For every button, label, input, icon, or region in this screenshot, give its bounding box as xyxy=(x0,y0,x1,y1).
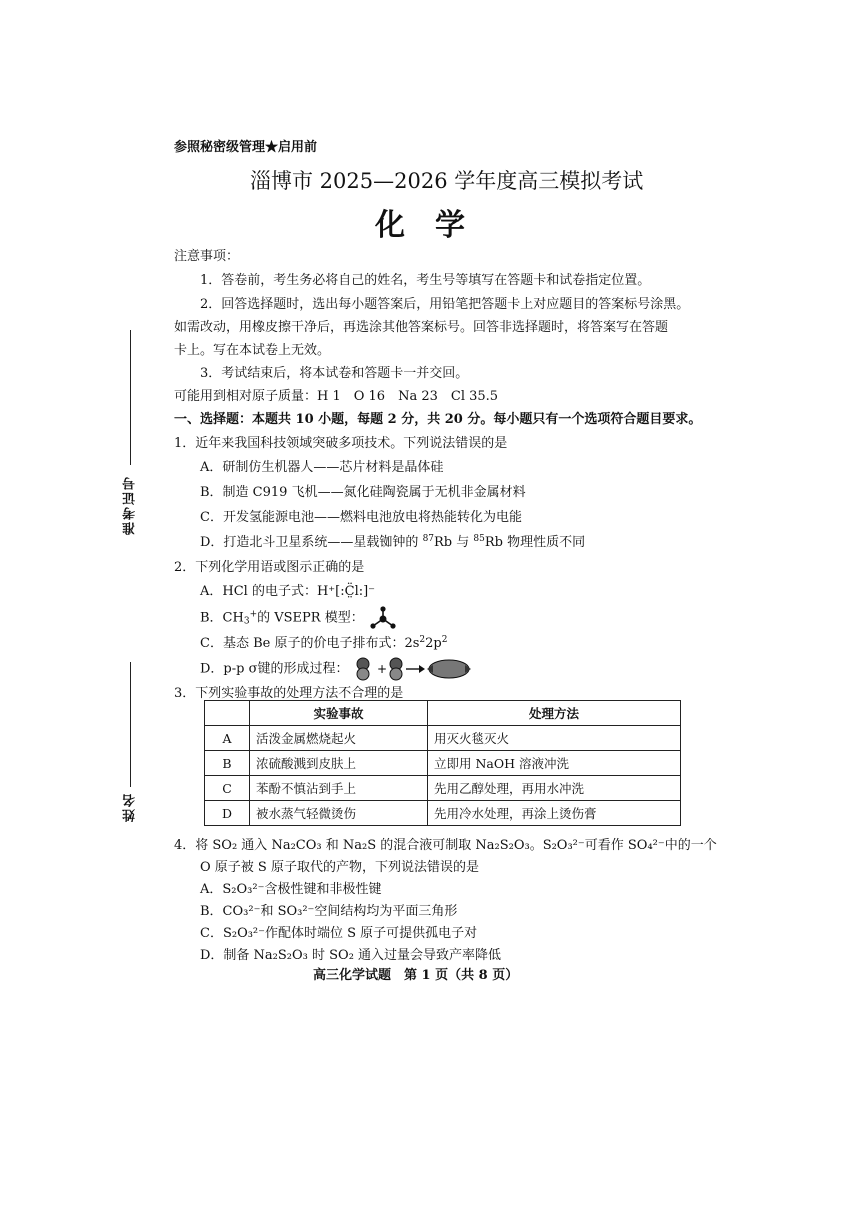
q1-option-c: C．开发氢能源电池——燃料电池放电将热能转化为电能 xyxy=(200,510,522,525)
q1-stem: 1．近年来我国科技领域突破多项技术。下列说法错误的是 xyxy=(174,436,508,451)
svg-text:+: + xyxy=(376,662,387,676)
exam-title: 淄博市 2025—2026 学年度高三模拟考试 xyxy=(250,169,644,193)
vsepr-model-icon xyxy=(368,606,398,630)
table-cell: 立即用 NaOH 溶液冲洗 xyxy=(428,751,681,776)
q2-stem: 2．下列化学用语或图示正确的是 xyxy=(174,560,365,575)
name-label: 姓名 xyxy=(123,792,138,822)
table-header-cell: 处理方法 xyxy=(428,701,681,726)
q2-option-d: D．p-p σ键的形成过程： + xyxy=(200,657,493,681)
table-row xyxy=(205,801,681,826)
table-header-row xyxy=(205,701,681,726)
exam-id-line xyxy=(130,330,131,465)
table-header-cell xyxy=(205,701,250,726)
table-cell: A xyxy=(205,726,250,751)
table-cell: 先用冷水处理，再涂上烫伤膏 xyxy=(428,801,681,826)
table-cell: 先用乙醇处理，再用水冲洗 xyxy=(428,776,681,801)
q2-option-c: C．基态 Be 原子的价电子排布式：$2s^22p^2$ xyxy=(200,635,448,651)
page-footer: 高三化学试题 第 1 页（共 8 页） xyxy=(313,968,519,983)
q4-option-d: D．制备 Na₂S₂O₃ 时 SO₂ 通入过量会导致产率降低 xyxy=(200,948,502,963)
note-2-cont: 如需改动，用橡皮擦干净后，再选涂其他答案标号。回答非选择题时，将答案写在答题 xyxy=(174,320,669,335)
table-cell: D xyxy=(205,801,250,826)
atomic-masses: 可能用到相对原子质量：H 1 O 16 Na 23 Cl 35.5 xyxy=(174,389,499,404)
q4-stem: 4．将 SO₂ 通入 Na₂CO₃ 和 Na₂S 的混合液可制取 Na₂S₂O₃。S₂O₃²⁻可看作 SO₄²⁻中的一个 xyxy=(174,838,717,853)
q4-option-a: A．S₂O₃²⁻含极性键和非极性键 xyxy=(200,882,382,897)
table-cell: 浓硫酸溅到皮肤上 xyxy=(250,751,428,776)
q4-option-c: C．S₂O₃²⁻作配体时端位 S 原子可提供孤电子对 xyxy=(200,926,478,941)
sigma-bond-formation-icon xyxy=(353,657,493,681)
q1-option-a: A．研制仿生机器人——芯片材料是晶体硅 xyxy=(200,460,444,475)
table-cell: 被水蒸气轻微烫伤 xyxy=(250,801,428,826)
q4-stem-cont: O 原子被 S 原子取代的产物，下列说法错误的是 xyxy=(200,860,479,875)
accident-table xyxy=(204,700,681,826)
note-1: 1．答卷前，考生务必将自己的姓名，考生号等填写在答题卡和试卷指定位置。 xyxy=(200,273,651,288)
q1-option-d: D．打造北斗卫星系统——星载铷钟的 $^{87}$Rb 与 $^{85}$Rb 物理性质不同 xyxy=(200,534,586,550)
q3-stem: 3．下列实验事故的处理方法不合理的是 xyxy=(174,686,404,701)
table-row xyxy=(205,751,681,776)
table-header-cell: 实验事故 xyxy=(250,701,428,726)
q2-option-a: A．HCl 的电子式：H⁺[:C̤̈l:]⁻ xyxy=(200,584,376,599)
note-3: 3．考试结束后，将本试卷和答题卡一并交回。 xyxy=(200,366,469,381)
table-cell: 活泼金属燃烧起火 xyxy=(250,726,428,751)
table-cell: 用灭火毯灭火 xyxy=(428,726,681,751)
name-line xyxy=(130,662,131,787)
table-cell: C xyxy=(205,776,250,801)
notes-heading: 注意事项： xyxy=(174,249,240,264)
secret-level-note: 参照秘密级管理★启用前 xyxy=(174,140,318,155)
table-row xyxy=(205,776,681,801)
note-2-end: 卡上。写在本试卷上无效。 xyxy=(174,343,331,358)
section-heading: 一、选择题：本题共 10 小题，每题 2 分，共 20 分。每小题只有一个选项符合题目要求。 xyxy=(174,412,702,427)
table-row xyxy=(205,726,681,751)
table-cell: 苯酚不慎沾到手上 xyxy=(250,776,428,801)
q2-option-b: B．$CH_3^+$的 VSEPR 模型： xyxy=(200,606,398,630)
table-cell: B xyxy=(205,751,250,776)
q4-option-b: B．CO₃²⁻和 SO₃²⁻空间结构均为平面三角形 xyxy=(200,904,458,919)
hcl-electron-formula: H⁺[:C̤̈l:]⁻ xyxy=(316,584,376,599)
exam-id-label: 准考证号 xyxy=(123,475,138,535)
note-2: 2．回答选择题时，选出每小题答案后，用铅笔把答题卡上对应题目的答案标号涂黑。 xyxy=(200,297,690,312)
q1-option-b: B．制造 C919 飞机——氮化硅陶瓷属于无机非金属材料 xyxy=(200,485,526,500)
subject-title: 化 学 xyxy=(375,208,465,243)
